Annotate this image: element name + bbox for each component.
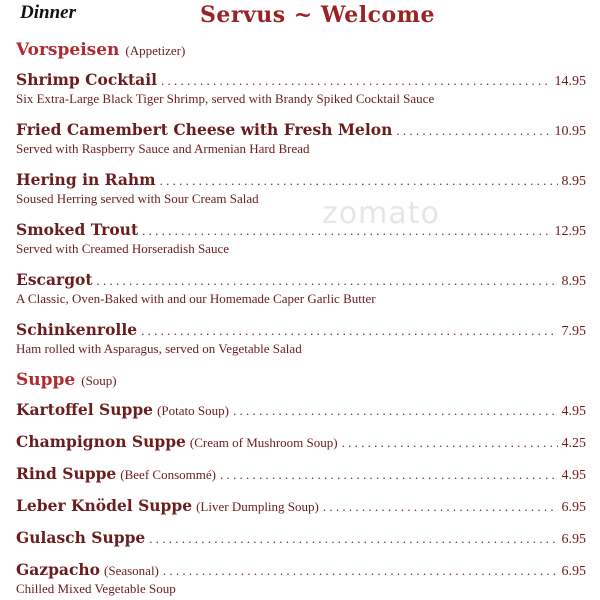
item-price: 7.95 (561, 324, 586, 339)
section-heading-soup (16, 370, 117, 390)
dot-leader (220, 467, 558, 483)
item-price: 10.95 (554, 124, 586, 139)
menu-item (16, 320, 586, 357)
dot-leader (149, 531, 557, 547)
dot-leader (141, 323, 557, 339)
item-price: 12.95 (554, 224, 586, 239)
item-description: Six Extra-Large Black Tiger Shrimp, served with Brandy Spiked Cocktail Sauce (16, 91, 435, 106)
dot-leader (160, 173, 558, 189)
menu-item (16, 464, 586, 484)
item-price: 14.95 (554, 74, 586, 89)
item-price: 6.95 (561, 500, 586, 515)
dot-leader (142, 223, 550, 239)
menu-item (16, 270, 586, 307)
item-name: Gazpacho (16, 560, 101, 579)
dot-leader (323, 499, 558, 515)
item-name: Rind Suppe (16, 464, 117, 483)
item-price: 8.95 (561, 274, 586, 289)
menu-item (16, 432, 586, 452)
item-name: Champignon Suppe (16, 432, 186, 451)
item-subtitle: (Cream of Mushroom Soup) (189, 435, 338, 450)
item-name: Kartoffel Suppe (16, 400, 154, 419)
menu-item (16, 528, 586, 548)
menu-item (16, 70, 586, 107)
item-name: Hering in Rahm (16, 170, 156, 189)
item-description: A Classic, Oven-Baked with and our Homemade Caper Garlic Butter (16, 291, 376, 306)
menu-item (16, 400, 586, 420)
dot-leader (342, 435, 558, 451)
item-subtitle: (Potato Soup) (157, 403, 229, 418)
menu-item (16, 220, 586, 257)
section-heading-appetizer (16, 40, 185, 60)
page-title: Servus ~ Welcome (200, 2, 436, 28)
menu-item (16, 120, 586, 157)
item-description: Soused Herring served with Sour Cream Salad (16, 191, 259, 206)
menu-item (16, 170, 586, 207)
item-price: 4.95 (561, 404, 586, 419)
item-name: Leber Knödel Suppe (16, 496, 193, 515)
menu-item (16, 560, 586, 597)
item-description: Served with Raspberry Sauce and Armenian Hard Bread (16, 141, 310, 156)
item-description: Chilled Mixed Vegetable Soup (16, 581, 176, 596)
item-description: Served with Creamed Horseradish Sauce (16, 241, 229, 256)
section-name: Vorspeisen (16, 40, 120, 60)
watermark-logo: zomato (322, 196, 440, 231)
dinner-label: Dinner (20, 2, 76, 23)
item-name: Shrimp Cocktail (16, 70, 157, 89)
dot-leader (97, 273, 558, 289)
item-name: Escargot (16, 270, 93, 289)
item-name: Gulasch Suppe (16, 528, 146, 547)
dot-leader (161, 73, 551, 89)
item-description: Ham rolled with Asparagus, served on Vegetable Salad (16, 341, 302, 356)
item-price: 6.95 (561, 564, 586, 579)
item-price: 8.95 (561, 174, 586, 189)
item-subtitle: (Beef Consommé) (120, 467, 216, 482)
item-name: Smoked Trout (16, 220, 139, 239)
section-subtitle: (Soup) (81, 373, 117, 388)
item-subtitle: (Liver Dumpling Soup) (196, 499, 319, 514)
item-price: 6.95 (561, 532, 586, 547)
item-price: 4.95 (561, 468, 586, 483)
section-subtitle: (Appetizer) (125, 43, 186, 58)
dot-leader (396, 123, 550, 139)
item-name: Fried Camembert Cheese with Fresh Melon (16, 120, 393, 139)
dot-leader (163, 563, 558, 579)
dot-leader (233, 403, 558, 419)
item-name: Schinkenrolle (16, 320, 138, 339)
menu-item (16, 496, 586, 516)
item-subtitle: (Seasonal) (104, 563, 159, 578)
section-name: Suppe (16, 370, 76, 390)
item-price: 4.25 (561, 436, 586, 451)
